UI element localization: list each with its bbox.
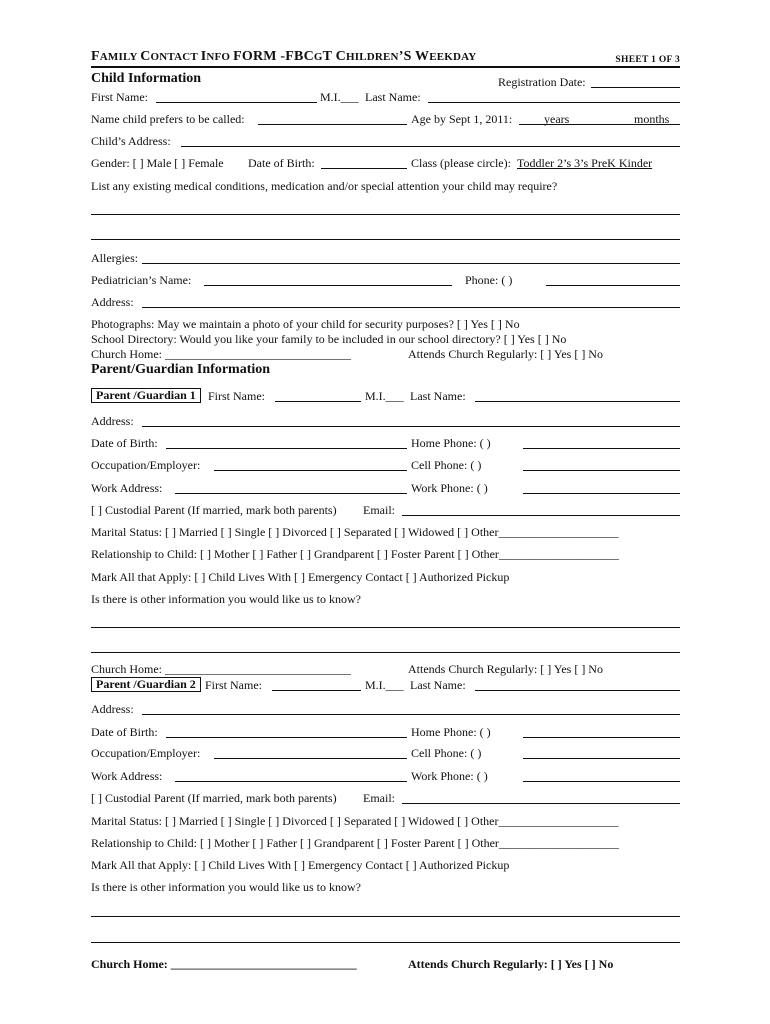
guardian1-work-address-field[interactable]: [175, 493, 407, 494]
guardian2-last-name-field[interactable]: [475, 690, 680, 691]
class-label: Class (please circle):: [411, 156, 511, 170]
guardian1-last-name-label: Last Name:: [410, 389, 466, 403]
guardian1-address-label: Address:: [91, 414, 134, 428]
years-label: years: [544, 112, 570, 126]
guardian1-custodial-checkbox[interactable]: [ ] Custodial Parent (If married, mark both parents): [91, 503, 337, 517]
guardian2-last-name-label: Last Name:: [410, 678, 466, 692]
guardian2-cell-phone-label: Cell Phone: ( ): [411, 746, 482, 760]
guardian1-dob-field[interactable]: [166, 448, 407, 449]
guardian2-home-phone-label: Home Phone: ( ): [411, 725, 491, 739]
guardian1-cell-phone-label: Cell Phone: ( ): [411, 458, 482, 472]
preferred-name-field[interactable]: [258, 124, 407, 125]
registration-date-label: Registration Date:: [498, 75, 586, 89]
guardian2-first-name-label: First Name:: [205, 678, 262, 692]
guardian2-box-label: Parent /Guardian 2: [91, 677, 201, 692]
guardian1-email-label: Email:: [363, 503, 395, 517]
gender-options[interactable]: Gender: [ ] Male [ ] Female: [91, 156, 224, 170]
guardian2-occupation-field[interactable]: [214, 758, 407, 759]
guardian1-work-address-label: Work Address:: [91, 481, 163, 495]
directory-question[interactable]: School Directory: Would you like your family to be included in our school directory? [ ] Yes [ ] No: [91, 332, 567, 346]
child-dob-label: Date of Birth:: [248, 156, 315, 170]
child-address-label: Child’s Address:: [91, 134, 171, 148]
guardian2-occupation-label: Occupation/Employer:: [91, 746, 201, 760]
guardian2-mark-all[interactable]: Mark All that Apply: [ ] Child Lives With [ ] Emergency Contact [ ] Authorized Pickup: [91, 858, 510, 872]
form-title: FAMILY CONTACT INFO FORM -FBCGT CHILDREN’S WEEKDAY: [91, 49, 477, 64]
guardian2-dob-field[interactable]: [166, 737, 407, 738]
guardian1-marital-status[interactable]: Marital Status: [ ] Married [ ] Single [ ] Divorced [ ] Separated [ ] Widowed [ ] Other____________________: [91, 525, 619, 539]
guardian1-mark-all[interactable]: Mark All that Apply: [ ] Child Lives With [ ] Emergency Contact [ ] Authorized Pickup: [91, 570, 510, 584]
pediatrician-address-label: Address:: [91, 295, 134, 309]
registration-date-field[interactable]: [591, 87, 680, 88]
medical-answer-line-1[interactable]: [91, 214, 680, 215]
guardian-section-heading: Parent/Guardian Information: [91, 362, 271, 377]
guardian2-home-phone-field[interactable]: [523, 737, 680, 738]
child-section-heading: Child Information: [91, 71, 202, 86]
guardian1-mi-field[interactable]: M.I.___: [365, 389, 404, 403]
guardian2-other-info-line-1[interactable]: [91, 916, 680, 917]
guardian1-box-label: Parent /Guardian 1: [91, 388, 201, 403]
guardian2-marital-status[interactable]: Marital Status: [ ] Married [ ] Single [ ] Divorced [ ] Separated [ ] Widowed [ ] Other____________________: [91, 814, 619, 828]
allergies-label: Allergies:: [91, 251, 139, 265]
child-first-name-field[interactable]: [156, 102, 317, 103]
pediatrician-address-field[interactable]: [142, 307, 680, 308]
child-address-field[interactable]: [181, 146, 680, 147]
guardian1-last-name-field[interactable]: [475, 401, 680, 402]
medical-answer-line-2[interactable]: [91, 239, 680, 240]
guardian1-church-home[interactable]: Church Home: _______________________________: [91, 662, 351, 676]
guardian2-address-label: Address:: [91, 702, 134, 716]
guardian1-other-info-line-2[interactable]: [91, 652, 680, 653]
guardian2-attends-church[interactable]: Attends Church Regularly: [ ] Yes [ ] No: [408, 957, 614, 971]
guardian1-other-info-question: Is there is other information you would like us to know?: [91, 592, 361, 606]
guardian1-work-phone-label: Work Phone: ( ): [411, 481, 488, 495]
guardian2-other-info-question: Is there is other information you would like us to know?: [91, 880, 361, 894]
age-label: Age by Sept 1, 2011:: [411, 112, 513, 126]
pediatrician-phone-field[interactable]: [546, 285, 680, 286]
medical-question: List any existing medical conditions, medication and/or special attention your child may require?: [91, 179, 558, 193]
guardian1-occupation-label: Occupation/Employer:: [91, 458, 201, 472]
guardian2-work-address-label: Work Address:: [91, 769, 163, 783]
guardian1-occupation-field[interactable]: [214, 470, 407, 471]
child-mi-field[interactable]: M.I.___: [320, 90, 359, 104]
guardian2-church-home[interactable]: Church Home: _______________________________: [91, 957, 357, 971]
guardian2-first-name-field[interactable]: [272, 690, 361, 691]
pediatrician-field[interactable]: [204, 285, 452, 286]
guardian2-work-address-field[interactable]: [175, 781, 407, 782]
guardian1-email-field[interactable]: [402, 515, 680, 516]
child-church-home[interactable]: Church Home: _______________________________: [91, 347, 351, 361]
pediatrician-phone-label: Phone: ( ): [465, 273, 513, 287]
guardian1-address-field[interactable]: [142, 426, 680, 427]
guardian1-first-name-label: First Name:: [208, 389, 265, 403]
guardian1-other-info-line-1[interactable]: [91, 627, 680, 628]
months-label: months: [634, 112, 670, 126]
child-last-name-field[interactable]: [428, 102, 680, 103]
child-first-name-label: First Name:: [91, 90, 148, 104]
guardian2-cell-phone-field[interactable]: [523, 758, 680, 759]
guardian2-address-field[interactable]: [142, 714, 680, 715]
guardian1-work-phone-field[interactable]: [523, 493, 680, 494]
child-attends-church[interactable]: Attends Church Regularly: [ ] Yes [ ] No: [408, 347, 603, 361]
class-options[interactable]: Toddler 2’s 3’s PreK Kinder: [517, 156, 653, 170]
guardian1-dob-label: Date of Birth:: [91, 436, 158, 450]
guardian2-work-phone-field[interactable]: [523, 781, 680, 782]
header-rule: [91, 66, 680, 68]
guardian1-attends-church[interactable]: Attends Church Regularly: [ ] Yes [ ] No: [408, 662, 603, 676]
photographs-question[interactable]: Photographs: May we maintain a photo of your child for security purposes? [ ] Yes [ ] No: [91, 317, 520, 331]
guardian2-email-field[interactable]: [402, 803, 680, 804]
guardian2-email-label: Email:: [363, 791, 395, 805]
guardian1-home-phone-field[interactable]: [523, 448, 680, 449]
guardian2-dob-label: Date of Birth:: [91, 725, 158, 739]
preferred-name-label: Name child prefers to be called:: [91, 112, 245, 126]
guardian2-relationship[interactable]: Relationship to Child: [ ] Mother [ ] Father [ ] Grandparent [ ] Foster Parent [ ] Other____________________: [91, 836, 619, 850]
allergies-field[interactable]: [142, 263, 680, 264]
sheet-number: SHEET 1 OF 3: [615, 55, 680, 65]
guardian1-home-phone-label: Home Phone: ( ): [411, 436, 491, 450]
guardian1-cell-phone-field[interactable]: [523, 470, 680, 471]
guardian2-work-phone-label: Work Phone: ( ): [411, 769, 488, 783]
child-last-name-label: Last Name:: [365, 90, 421, 104]
guardian2-mi-field[interactable]: M.I.___: [365, 678, 404, 692]
guardian2-other-info-line-2[interactable]: [91, 942, 680, 943]
guardian2-custodial-checkbox[interactable]: [ ] Custodial Parent (If married, mark both parents): [91, 791, 337, 805]
guardian1-first-name-field[interactable]: [275, 401, 361, 402]
child-dob-field[interactable]: [321, 168, 407, 169]
guardian1-relationship[interactable]: Relationship to Child: [ ] Mother [ ] Father [ ] Grandparent [ ] Foster Parent [ ] Other____________________: [91, 547, 619, 561]
pediatrician-label: Pediatrician’s Name:: [91, 273, 192, 287]
